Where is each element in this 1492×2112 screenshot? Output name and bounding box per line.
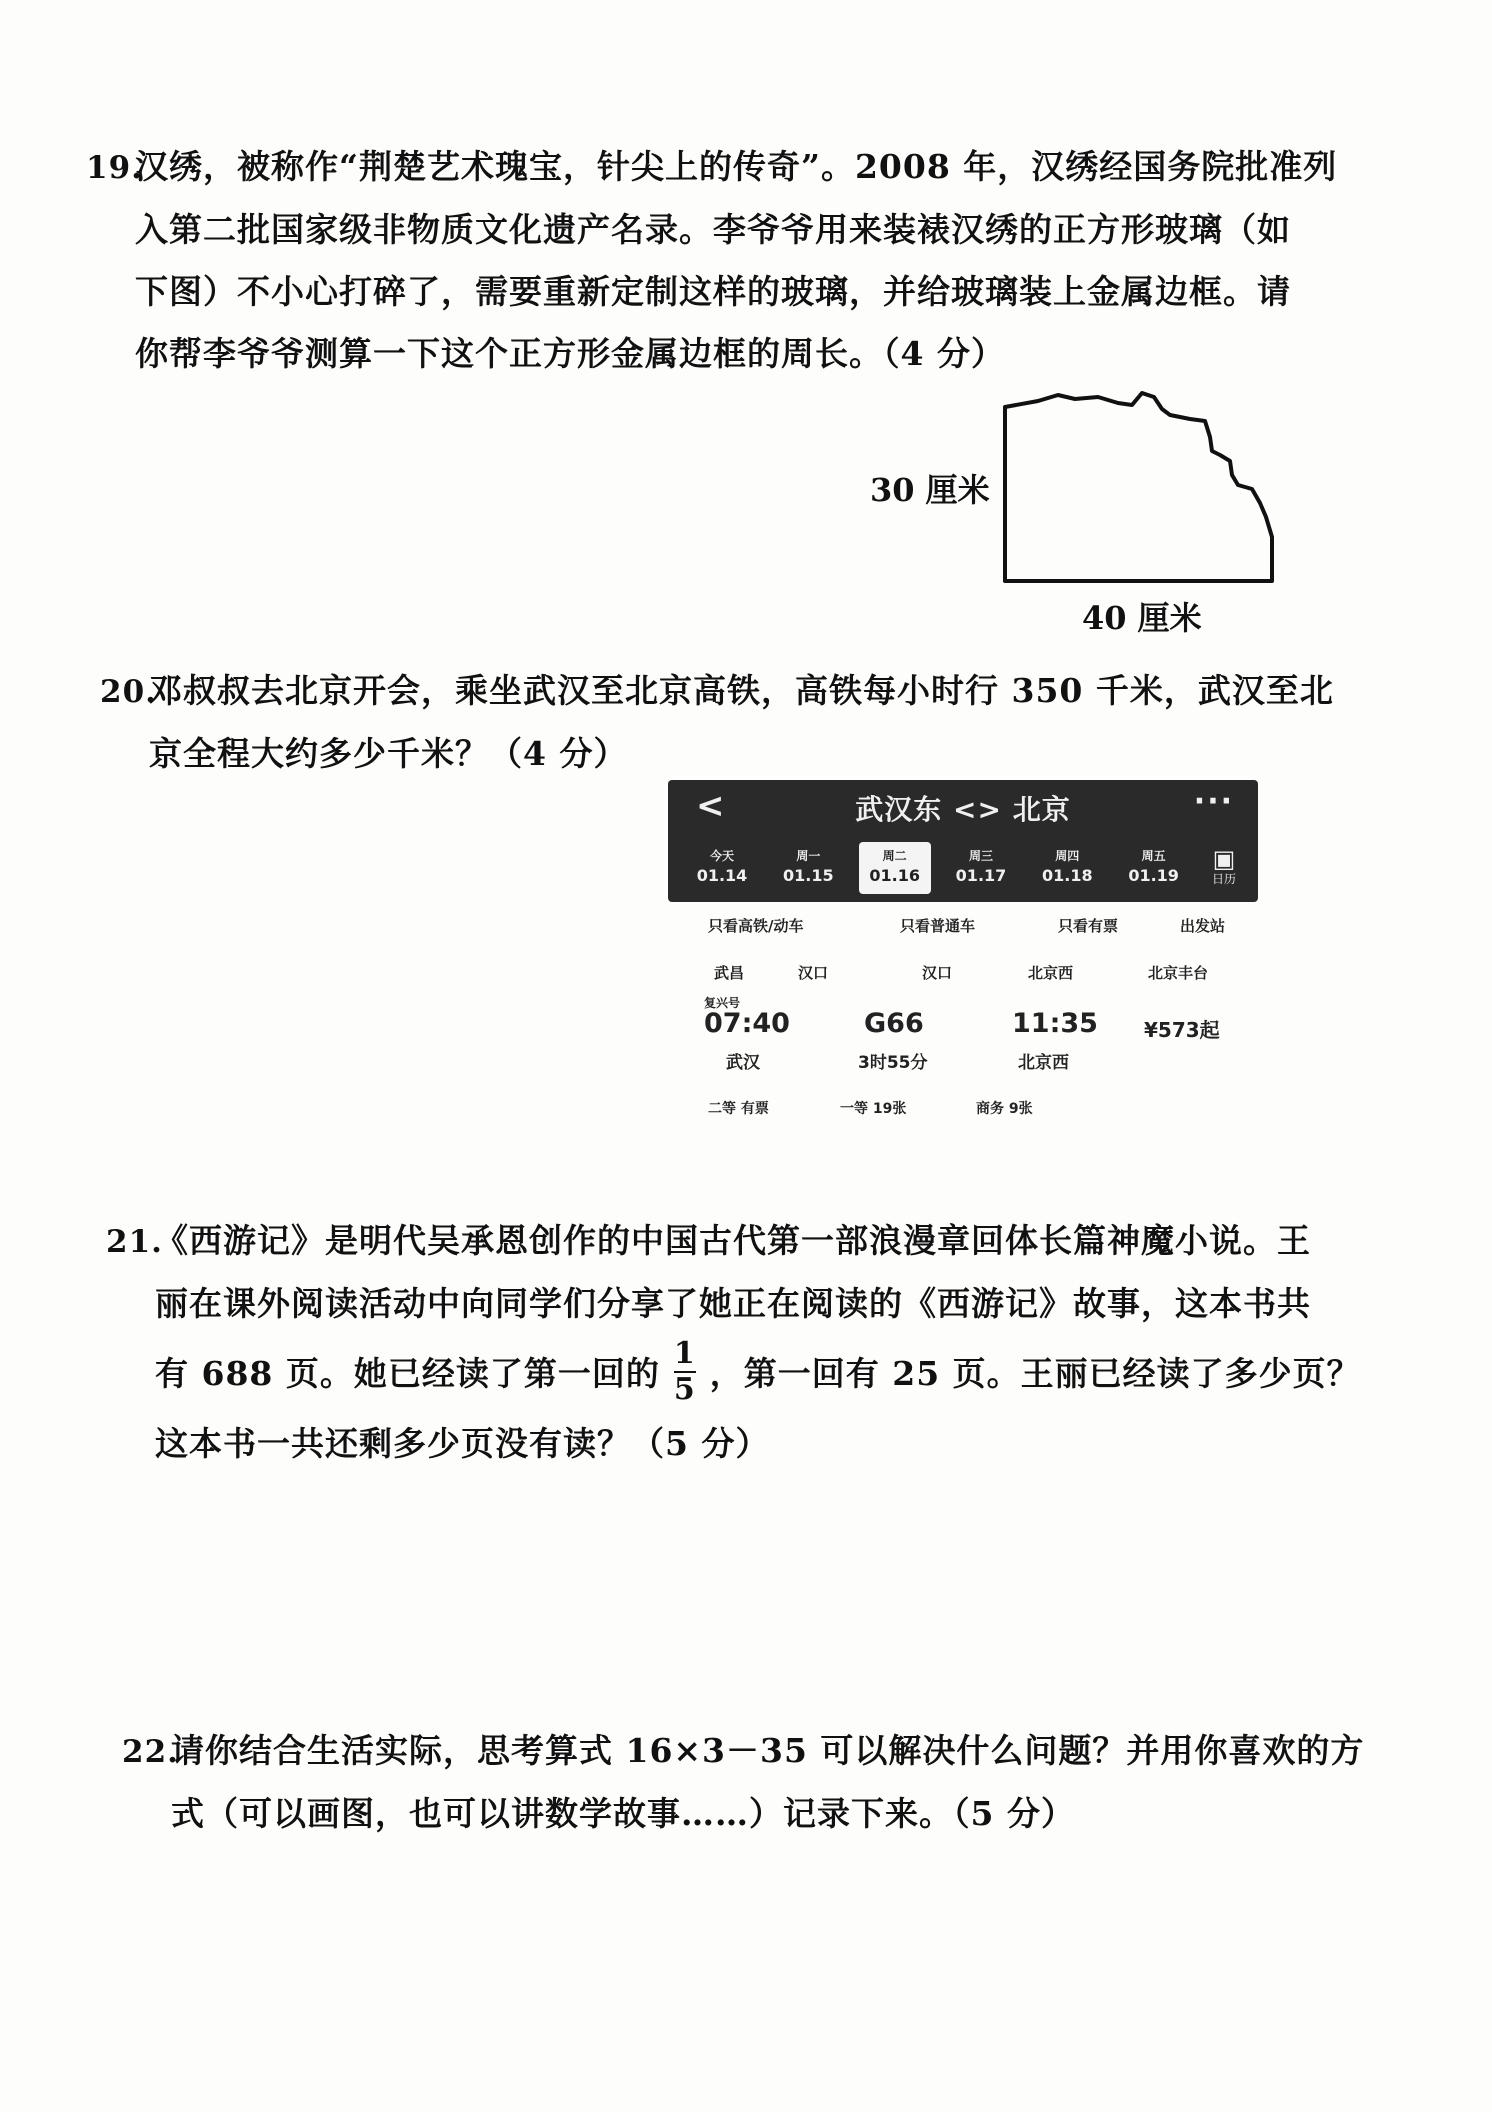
broken-glass-figure	[860, 385, 1300, 635]
question-number: 21.	[106, 1224, 163, 1260]
seat-availability: 二等 有票	[708, 1101, 769, 1117]
date-tab[interactable]: 周三 01.17	[955, 849, 1007, 885]
filter-option[interactable]: 只看有票	[1058, 917, 1119, 935]
filter-option[interactable]: 只看高铁/动车	[708, 917, 804, 935]
train-ticket-app-screenshot	[668, 780, 1258, 1140]
app-header	[668, 780, 1258, 902]
station-option[interactable]: 北京西	[1028, 964, 1074, 982]
question-text-line: 入第二批国家级非物质文化遗产名录。李爷爷用来装裱汉绣的正方形玻璃（如	[135, 210, 1291, 249]
trip-duration: 3时55分	[858, 1053, 928, 1073]
date-tab[interactable]: 周五 01.19	[1128, 849, 1179, 885]
question-text-line: 下图）不小心打碎了，需要重新定制这样的玻璃，并给玻璃装上金属边框。请	[135, 272, 1291, 311]
station-option[interactable]: 北京丰台	[1148, 964, 1209, 982]
station-option[interactable]: 汉口	[798, 964, 829, 982]
station-option[interactable]: 武昌	[714, 964, 745, 982]
question-text-line: 丽在课外阅读活动中向同学们分享了她正在阅读的《西游记》故事，这本书共	[155, 1284, 1311, 1323]
question-19	[86, 136, 1337, 385]
train-tag: 复兴号	[704, 996, 741, 1010]
question-text-line: 汉绣，被称作“荆楚艺术瑰宝，针尖上的传奇”。2008 年，汉绣经国务院批准列	[135, 147, 1338, 186]
question-text-line: 邓叔叔去北京开会，乘坐武汉至北京高铁，高铁每小时行 350 千米，武汉至北	[149, 671, 1334, 710]
date-tab[interactable]: 今天 01.14	[696, 849, 748, 885]
filter-option[interactable]: 只看普通车	[900, 917, 976, 935]
question-text-line: 这本书一共还剩多少页没有读？（5 分）	[155, 1424, 770, 1463]
train-result[interactable]	[668, 994, 1258, 1134]
from-station: 武汉	[726, 1053, 760, 1073]
question-20	[100, 660, 1334, 785]
route-title: 武汉东 <> 北京	[855, 793, 1071, 826]
date-tab[interactable]: 周一 01.15	[783, 849, 834, 885]
seat-availability: 商务 9张	[976, 1101, 1033, 1117]
question-number: 22.	[122, 1734, 179, 1770]
question-22	[122, 1720, 1364, 1845]
question-number: 19.	[86, 150, 143, 186]
side-length-label: 30 厘米	[870, 471, 990, 509]
date-tab[interactable]: 周四 01.18	[1042, 849, 1093, 885]
question-text-line: 《西游记》是明代吴承恩创作的中国古代第一部浪漫章回体长篇神魔小说。王	[155, 1221, 1311, 1260]
station-option[interactable]: 汉口	[922, 964, 953, 982]
date-tab-selected[interactable]: 周二 01.16	[859, 842, 931, 894]
question-number: 20.	[100, 674, 157, 710]
filter-option[interactable]: 出发站	[1180, 917, 1226, 935]
train-number: G66	[864, 1008, 924, 1039]
calendar-icon[interactable]: ▣ 日历	[1211, 845, 1236, 886]
question-text-line: 京全程大约多少千米？（4 分）	[149, 734, 628, 773]
bottom-length-label: 40 厘米	[1082, 599, 1202, 637]
question-text-line: 有 688 页。她已经读了第一回的 $\frac{1}{5}$ ，第一回有 25 页。王丽已经读了多少页？	[155, 1336, 1361, 1407]
ticket-price: ¥573起	[1144, 1018, 1220, 1042]
date-tabs	[686, 842, 1244, 894]
depart-time: 07:40	[704, 1008, 790, 1039]
to-station: 北京西	[1018, 1053, 1069, 1073]
arrive-time: 11:35	[1012, 1008, 1098, 1039]
seat-availability: 一等 19张	[840, 1101, 907, 1117]
question-text-line: 你帮李爷爷测算一下这个正方形金属边框的周长。（4 分）	[135, 334, 1005, 373]
question-text-line: 请你结合生活实际，思考算式 16×3－35 可以解决什么问题？并用你喜欢的方	[171, 1731, 1365, 1770]
question-21	[106, 1210, 1361, 1475]
more-icon[interactable]: ···	[1193, 784, 1234, 819]
question-text-line: 式（可以画图，也可以讲数学故事……）记录下来。（5 分）	[171, 1794, 1075, 1833]
fraction-one-fifth: $\frac{1}{5}$	[673, 1336, 696, 1407]
back-icon[interactable]: <	[696, 786, 725, 826]
